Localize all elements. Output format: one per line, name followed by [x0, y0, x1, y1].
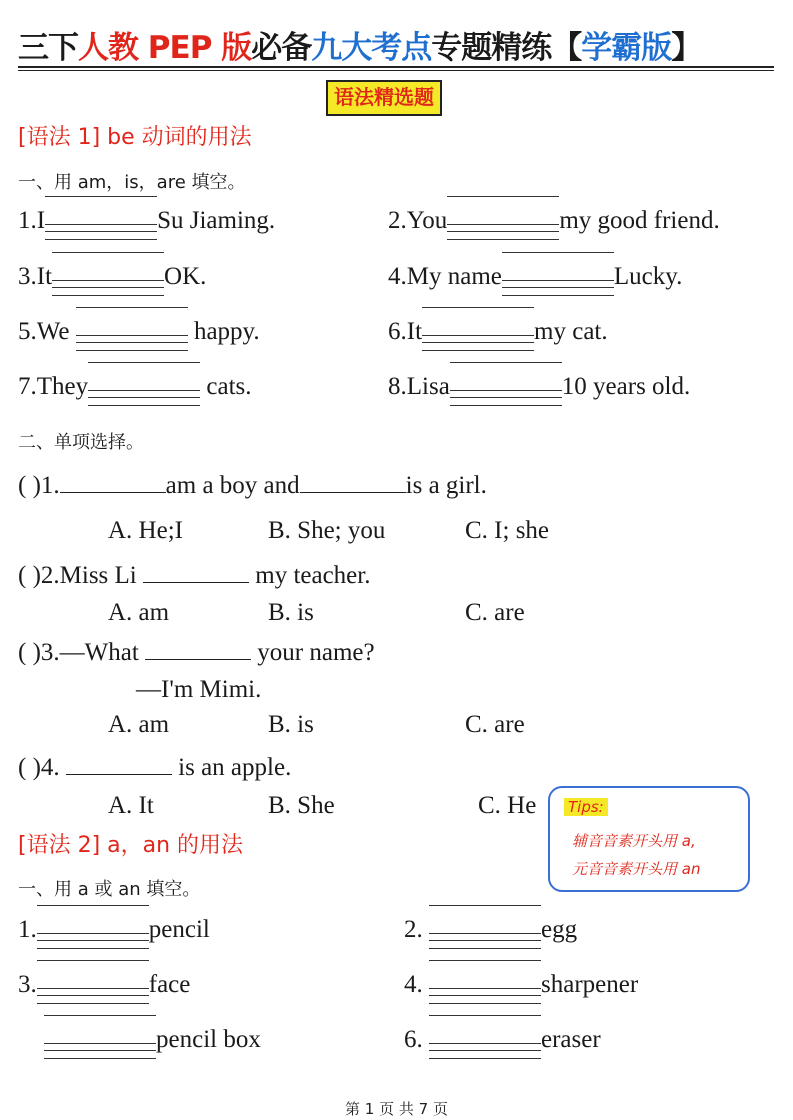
choice-question	[18, 560, 370, 591]
question-suffix: OK.	[164, 263, 207, 290]
fill-question	[18, 262, 206, 292]
question-prefix: 1.	[18, 916, 37, 943]
question-stem: ( )4.	[18, 754, 66, 781]
part-title: 一、用 a 或 an 填空。	[18, 879, 201, 900]
answer-blank[interactable]	[60, 470, 166, 493]
reply-text: —I'm Mimi.	[136, 676, 262, 703]
option-c[interactable]: C. are	[465, 711, 525, 738]
answer-blank[interactable]	[37, 915, 149, 937]
question-prefix: 3.It	[18, 263, 53, 290]
title-part: 学霸版	[581, 30, 672, 66]
answer-blank[interactable]	[88, 372, 200, 394]
answer-blank[interactable]	[502, 262, 614, 284]
question-prefix: 3.	[18, 971, 37, 998]
option-b[interactable]: B. She	[268, 792, 335, 819]
option-c[interactable]: C. I; she	[465, 517, 550, 544]
answer-blank[interactable]	[37, 970, 149, 992]
part-title: 一、用 am，is，are 填空。	[18, 172, 246, 193]
title-part: 必备	[251, 30, 312, 66]
question-suffix: cats.	[200, 373, 252, 400]
answer-blank[interactable]	[300, 470, 406, 493]
choice-question	[18, 752, 291, 783]
option-b[interactable]: B. is	[268, 599, 314, 626]
fill-question	[18, 970, 190, 1000]
title-underline	[18, 70, 774, 71]
fill-question	[388, 262, 682, 292]
page-footer: 第 1 页 共 7 页	[345, 1100, 448, 1118]
fill-question	[388, 206, 720, 236]
question-suffix: face	[148, 971, 191, 998]
question-suffix: 10 years old.	[561, 373, 691, 400]
fill-question	[404, 1025, 601, 1055]
question-prefix: 8.Lisa	[388, 373, 450, 400]
answer-blank[interactable]	[66, 752, 172, 775]
answer-blank[interactable]	[145, 637, 251, 660]
question-suffix: my good friend.	[559, 207, 720, 234]
tips-line: 辅音音素开头用 a,	[572, 832, 696, 850]
answer-blank[interactable]	[143, 560, 249, 583]
choice-question	[18, 470, 487, 501]
question-prefix: 1.I	[18, 207, 46, 234]
fill-question	[18, 317, 260, 347]
fill-question	[18, 206, 275, 236]
question-stem: am a boy and	[165, 472, 300, 499]
option-a[interactable]: A. am	[108, 599, 170, 626]
question-stem: is an apple.	[171, 754, 292, 781]
question-prefix: 5.We	[18, 318, 76, 345]
option-b[interactable]: B. is	[268, 711, 314, 738]
option-b[interactable]: B. She; you	[268, 517, 386, 544]
question-suffix: my cat.	[534, 318, 608, 345]
question-stem: your name?	[251, 639, 375, 666]
question-suffix: happy.	[187, 318, 260, 345]
choice-question	[18, 637, 375, 668]
question-suffix: pencil box	[156, 1026, 261, 1053]
page-title	[18, 22, 778, 66]
question-stem: my teacher.	[249, 562, 371, 589]
title-part: 专题精练【	[431, 30, 582, 66]
answer-blank[interactable]	[52, 262, 164, 284]
tips-box	[548, 786, 750, 892]
fill-question	[404, 915, 577, 945]
option-a[interactable]: A. It	[108, 792, 154, 819]
tips-label: Tips:	[564, 798, 608, 816]
question-prefix: 2.	[404, 916, 429, 943]
question-stem: ( )2.Miss Li	[18, 562, 143, 589]
question-prefix: 7.They	[18, 373, 89, 400]
question-prefix: 2.You	[388, 207, 448, 234]
question-suffix: sharpener	[541, 971, 639, 998]
answer-blank[interactable]	[45, 206, 157, 228]
fill-question	[388, 372, 690, 402]
question-suffix: eraser	[541, 1026, 601, 1053]
fill-question	[18, 372, 252, 402]
option-a[interactable]: A. He;I	[108, 517, 183, 544]
title-underline	[18, 66, 774, 68]
option-c[interactable]: C. are	[465, 599, 525, 626]
title-part: 九大考点	[311, 30, 432, 66]
question-stem: ( )1.	[18, 472, 60, 499]
question-prefix: 6.	[404, 1026, 429, 1053]
question-prefix: 6.It	[388, 318, 423, 345]
question-stem: ( )3.—What	[18, 639, 146, 666]
question-suffix: pencil	[148, 916, 210, 943]
title-part: 三下	[18, 30, 78, 66]
question-prefix: 4.	[404, 971, 429, 998]
question-suffix: Lucky.	[613, 263, 683, 290]
grammar-heading: [语法 1] be 动词的用法	[18, 125, 252, 150]
question-prefix: 4.My name	[388, 263, 502, 290]
answer-blank[interactable]	[429, 915, 541, 937]
title-part: 】	[671, 30, 702, 66]
answer-blank[interactable]	[422, 317, 534, 339]
fill-question	[404, 970, 638, 1000]
answer-blank[interactable]	[447, 206, 559, 228]
answer-blank[interactable]	[76, 317, 188, 339]
tips-line: 元音音素开头用 an	[572, 860, 701, 878]
part-title: 二、单项选择。	[18, 432, 144, 453]
question-suffix: Su Jiaming.	[157, 207, 276, 234]
fill-question	[18, 915, 210, 945]
section-banner: 语法精选题	[326, 80, 442, 116]
answer-blank[interactable]	[429, 1025, 541, 1047]
option-c[interactable]: C. He	[478, 792, 537, 819]
answer-blank[interactable]	[429, 970, 541, 992]
fill-question	[44, 1025, 261, 1055]
title-part: 人教 PEP 版	[78, 30, 252, 66]
fill-question	[388, 317, 608, 347]
grammar-heading: [语法 2] a，an 的用法	[18, 833, 244, 858]
answer-blank[interactable]	[450, 372, 562, 394]
answer-blank[interactable]	[44, 1025, 156, 1047]
option-a[interactable]: A. am	[108, 711, 170, 738]
question-suffix: egg	[541, 916, 578, 943]
question-stem: is a girl.	[405, 472, 487, 499]
